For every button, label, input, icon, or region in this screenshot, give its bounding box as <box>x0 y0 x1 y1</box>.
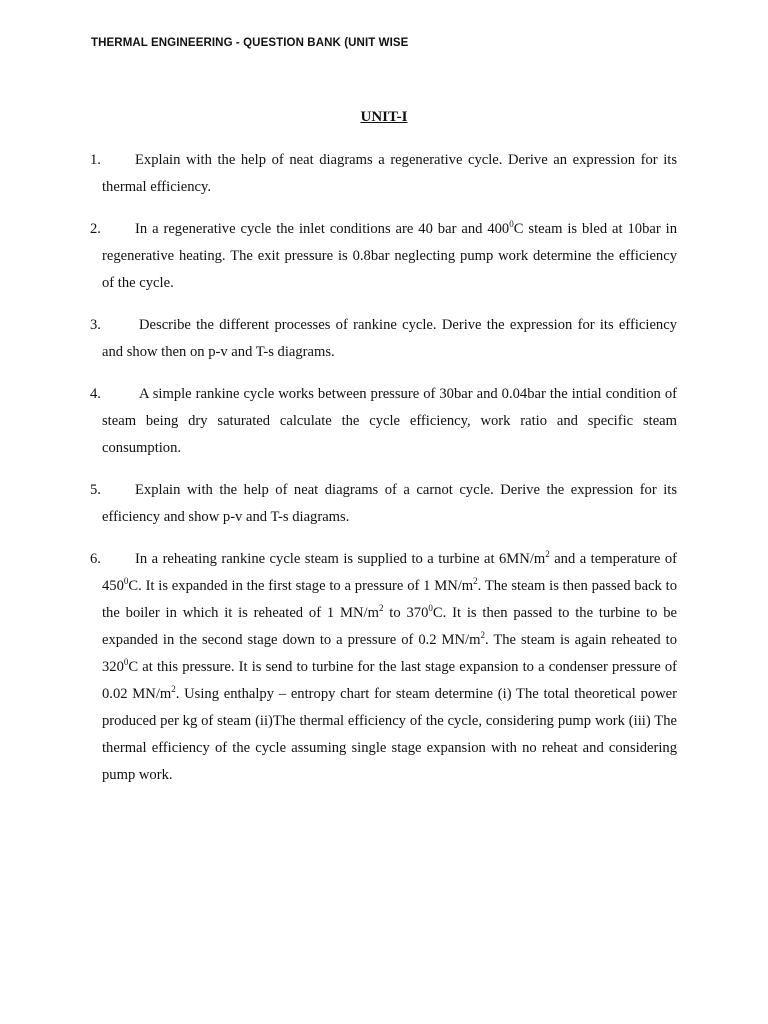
superscript: 2 <box>378 603 384 613</box>
question-item <box>90 312 677 366</box>
question-item <box>90 546 677 789</box>
superscript: 2 <box>473 576 478 586</box>
superscript: 0 <box>123 576 129 586</box>
question-item <box>90 381 677 462</box>
question-item <box>90 147 677 201</box>
question-text: In a regenerative cycle the inlet conditions are 40 bar and $400^0C$ steam is bled at 10bar in regenerative heating. The exit pressure is 0.8bar neglecting pump work determine the efficiency of the cycle. <box>102 219 678 291</box>
superscript: 2 <box>480 630 485 640</box>
question-number: 4. <box>90 386 101 402</box>
page-header: THERMAL ENGINEERING - QUESTION BANK (UNIT WISE <box>91 37 409 49</box>
question-number: 6. <box>90 551 101 567</box>
question-item <box>90 216 677 297</box>
superscript: 2 <box>171 684 176 694</box>
question-text: A simple rankine cycle works between pressure of 30bar and 0.04bar the intial condition of steam being dry saturated calculate the cycle efficiency, work ratio and specific steam consumption. <box>102 386 677 456</box>
superscript: 0 <box>123 657 129 667</box>
question-text: Explain with the help of neat diagrams a regenerative cycle. Derive an expression for its thermal efficiency. <box>102 152 677 195</box>
question-text: Describe the different processes of rankine cycle. Derive the expression for its efficiency and show then on p-v and T-s diagrams. <box>102 317 677 360</box>
superscript: 0 <box>428 603 433 613</box>
question-number: 3. <box>90 317 101 333</box>
question-number: 1. <box>90 152 101 168</box>
superscript: 2 <box>545 549 550 559</box>
question-list <box>90 147 677 804</box>
question-text: In a reheating rankine cycle steam is supplied to a turbine at $6MN/m^2$ and a temperature of $450^0C$. It is expanded in the first stage to a pressure of 1 $MN/m^2$. The steam is then passed back to the boiler in which it is reheated of 1 $MN/m^2$ to $370^0C$. It is then passed to the turbine to be expanded in the second stage down to a pressure of 0.2 $MN/m^2$. The steam is again reheated to $320^0C$ at this pressure. It is send to turbine for the last stage expansion to a condenser pressure of 0.02 $MN/m^2$. Using enthalpy – entropy chart for steam determine (i) The total theoretical power produced per kg of steam (ii)The thermal efficiency of the cycle, considering pump work (iii) The thermal efficiency of the cycle assuming single stage expansion with no reheat and considering pump work. <box>102 549 678 783</box>
question-text: Explain with the help of neat diagrams of a carnot cycle. Derive the expression for its efficiency and show p-v and T-s diagrams. <box>102 482 677 525</box>
question-number: 2. <box>90 221 101 237</box>
question-item <box>90 477 677 531</box>
superscript: 0 <box>509 219 514 229</box>
question-number: 5. <box>90 482 101 498</box>
unit-title: UNIT-I <box>360 109 408 125</box>
